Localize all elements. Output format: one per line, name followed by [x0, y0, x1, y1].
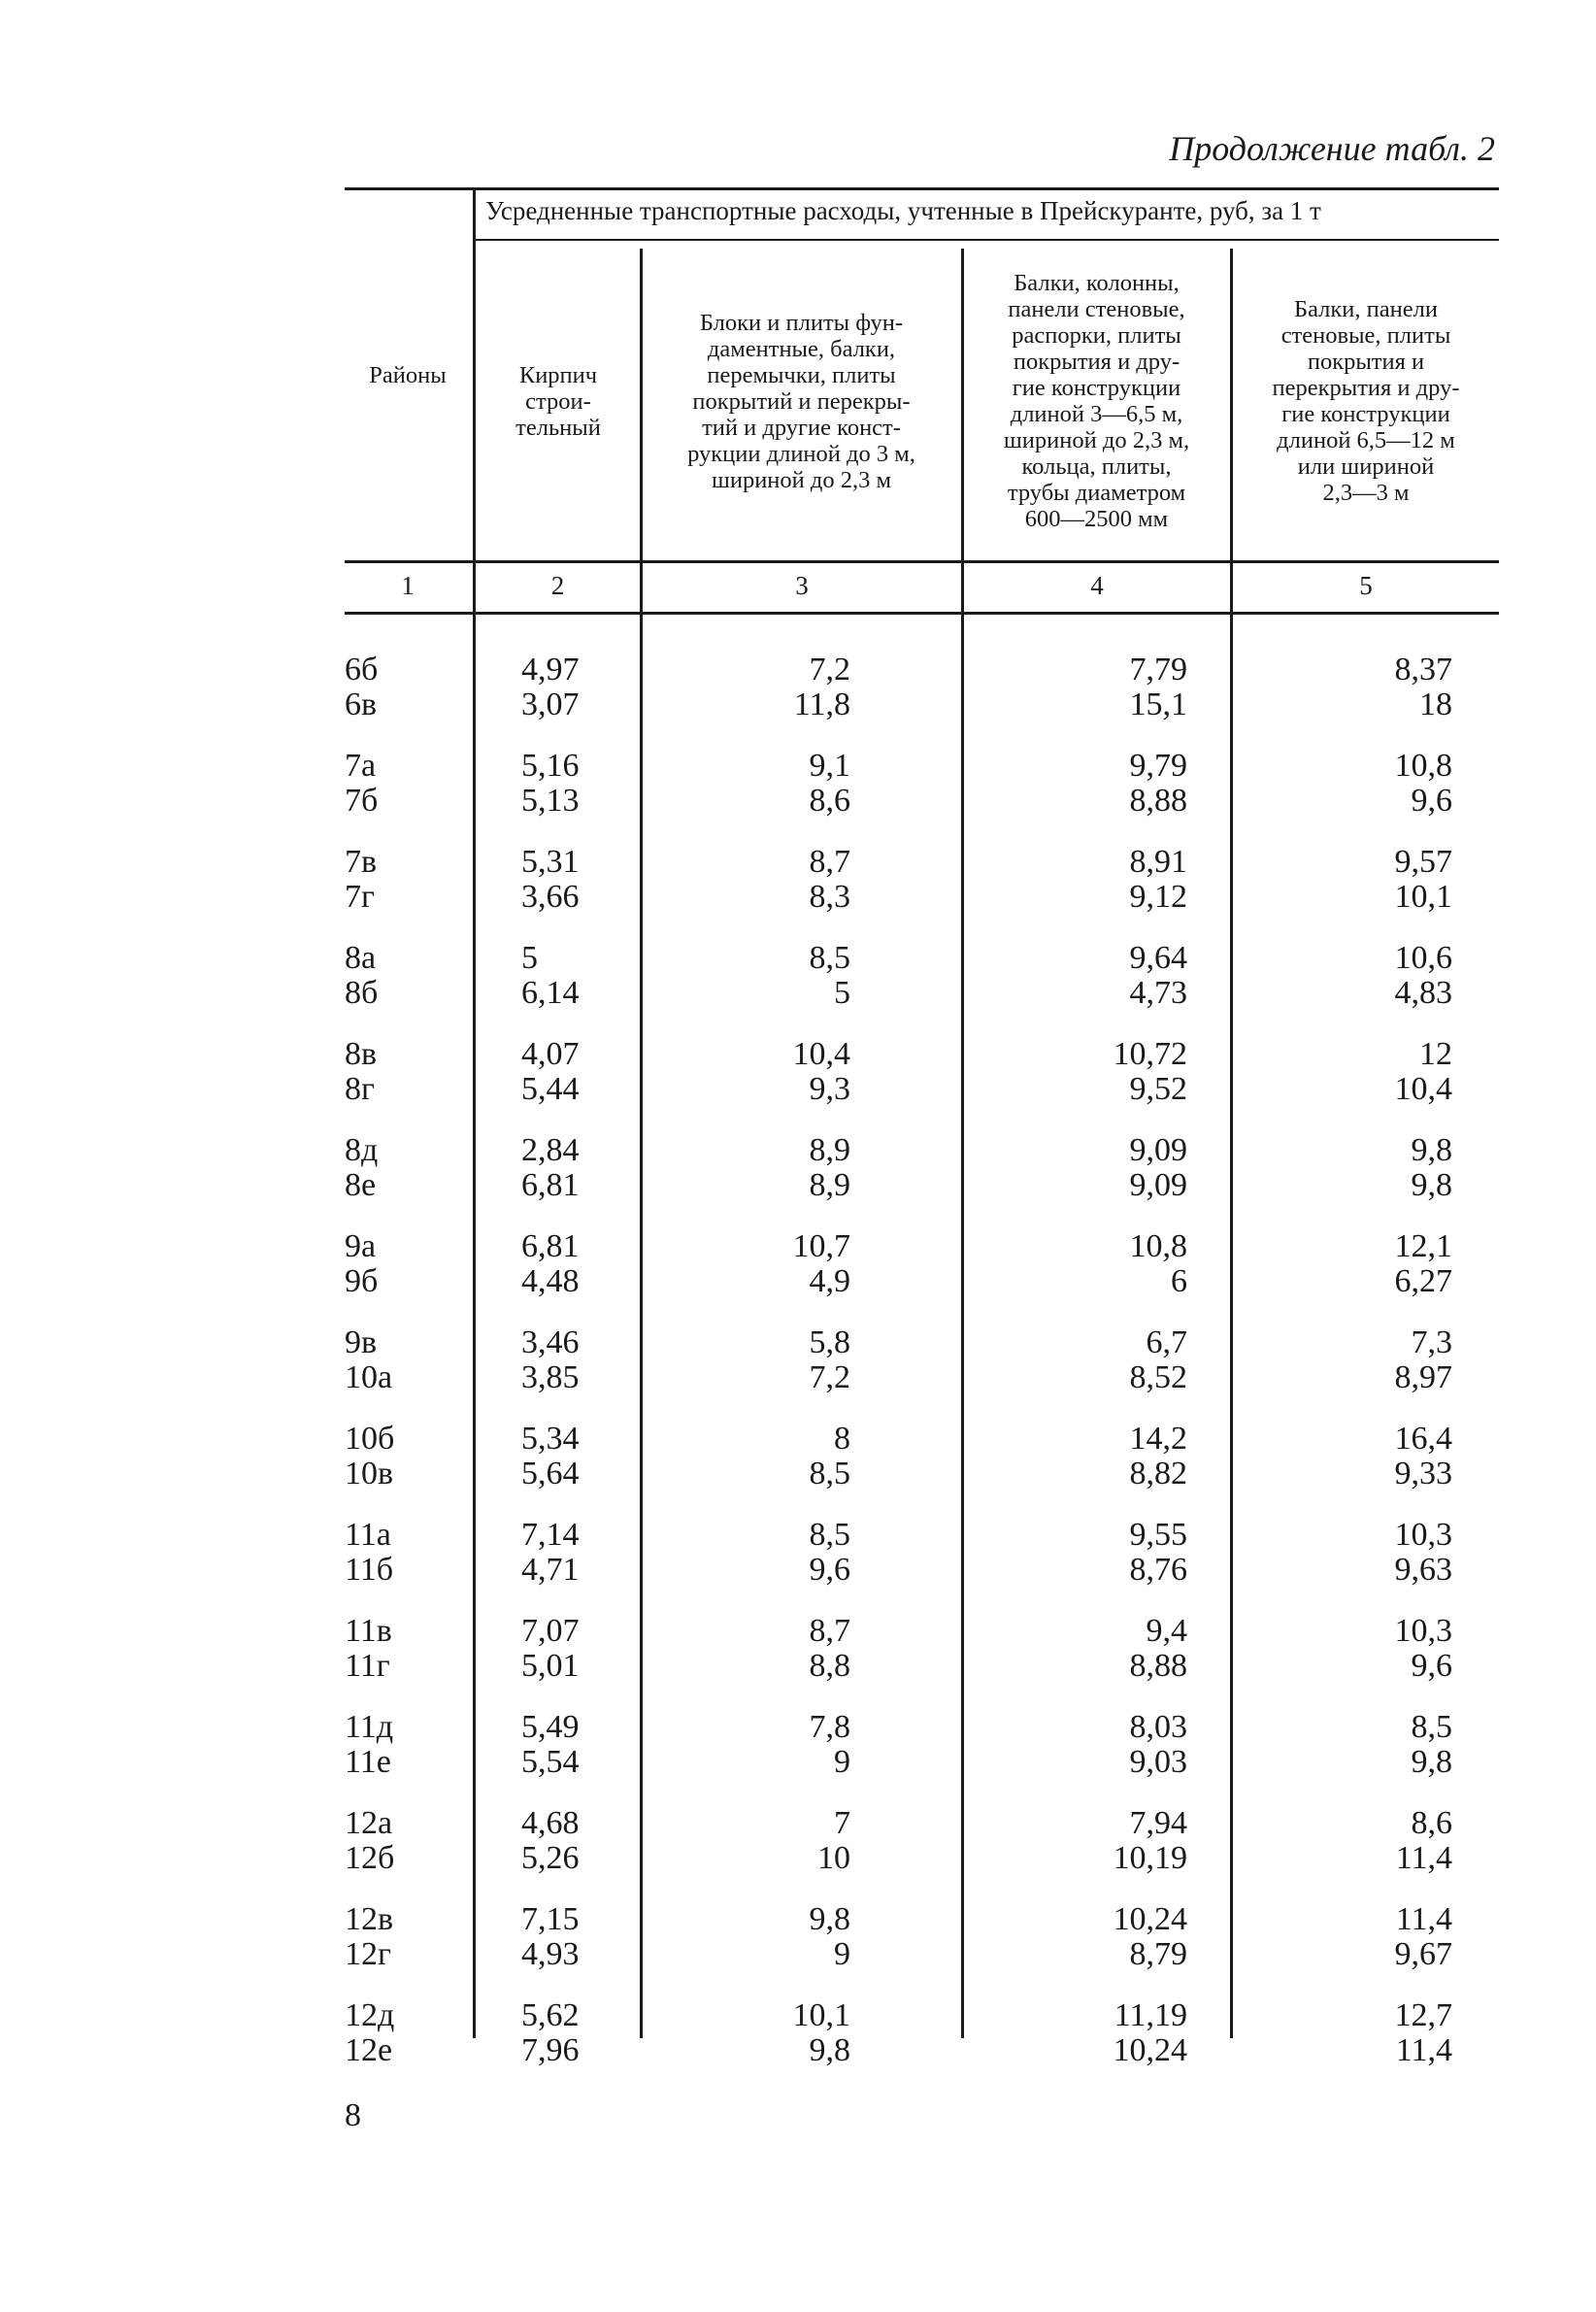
cell-brick: 3,46: [521, 1324, 580, 1360]
cell-region: 7б: [345, 783, 379, 819]
cell-col5: 7,3: [1411, 1324, 1452, 1360]
header-group-title: Усредненные транспортные расходы, учтенные в Прейскуранте, руб, за 1 т: [485, 196, 1321, 225]
cell-col3: 10,1: [792, 1997, 850, 2033]
cell-region: 10а: [345, 1359, 393, 1395]
cell-brick: 3,07: [521, 687, 580, 722]
cell-col3: 7,2: [809, 1359, 850, 1395]
cell-region: 12е: [345, 2032, 393, 2068]
row-pair: [0, 941, 1596, 1011]
column-number-5: 5: [1359, 571, 1373, 600]
row-pair: [0, 1037, 1596, 1107]
header-col3-line: шириной до 2,3 м: [711, 466, 891, 493]
cell-region: 11г: [345, 1648, 390, 1684]
cell-brick: 7,14: [521, 1517, 580, 1553]
cell-brick: 5,16: [521, 748, 580, 784]
cell-col5: 9,67: [1394, 1936, 1452, 1972]
header-col5-line: Балки, панели: [1294, 296, 1438, 322]
cell-col4: 11,19: [1114, 1997, 1187, 2033]
cell-col3: 10,7: [792, 1228, 850, 1264]
table-row: [0, 2033, 1596, 2068]
table-row: [0, 1553, 1596, 1588]
cell-brick: 7,07: [521, 1613, 580, 1649]
header-regions-label: Районы: [369, 361, 447, 388]
header-col5-line: или шириной: [1297, 453, 1435, 480]
header-col4: [964, 243, 1229, 559]
cell-brick: 4,07: [521, 1036, 580, 1072]
cell-col5: 16,4: [1394, 1421, 1452, 1457]
cell-col3: 8,9: [809, 1132, 850, 1168]
cell-col3: 11,8: [793, 687, 850, 722]
cell-brick: 6,81: [521, 1167, 580, 1203]
table-row: [0, 1133, 1596, 1168]
table-row: [0, 1037, 1596, 1072]
row-pair: [0, 1133, 1596, 1203]
cell-col4: 8,88: [1129, 783, 1187, 819]
cell-col4: 9,4: [1146, 1613, 1187, 1649]
column-number-1: 1: [401, 571, 415, 600]
header-col3-line: покрытий и перекры-: [692, 387, 911, 415]
cell-brick: 4,48: [521, 1263, 580, 1299]
cell-col3: 7,8: [809, 1709, 850, 1745]
header-col4-line: 600—2500 мм: [1024, 506, 1169, 532]
cell-region: 6в: [345, 687, 378, 722]
header-col5-line: перекрытия и дру-: [1272, 375, 1460, 401]
column-number-4: 4: [1090, 571, 1104, 600]
table-row: [0, 1998, 1596, 2033]
header-bottom-rule: [345, 560, 1499, 563]
cell-col3: 5,8: [809, 1324, 850, 1360]
cell-brick: 5: [521, 940, 538, 976]
cell-region: 6б: [345, 652, 379, 687]
header-col3-line: перемычки, плиты: [707, 361, 896, 388]
header-col5-line: 2,3—3 м: [1322, 480, 1410, 506]
row-pair: [0, 1614, 1596, 1684]
cell-col4: 9,09: [1129, 1132, 1187, 1168]
table-row: [0, 1422, 1596, 1457]
cell-brick: 5,13: [521, 783, 580, 819]
table-row: [0, 1614, 1596, 1649]
cell-col3: 7: [834, 1805, 850, 1841]
table-row: [0, 1841, 1596, 1876]
table-row: [0, 1325, 1596, 1360]
cell-col4: 8,52: [1129, 1359, 1187, 1395]
table-row: [0, 845, 1596, 880]
cell-col5: 11,4: [1395, 1901, 1452, 1937]
cell-region: 11д: [345, 1709, 394, 1745]
table-row: [0, 1229, 1596, 1264]
cell-col4: 8,91: [1129, 844, 1187, 880]
header-col5-line: покрытия и: [1307, 349, 1425, 375]
cell-col3: 5: [834, 975, 850, 1011]
cell-col3: 4,9: [809, 1263, 850, 1299]
row-pair: [0, 1229, 1596, 1299]
cell-col5: 11,4: [1395, 1840, 1452, 1876]
cell-col5: 9,6: [1411, 1648, 1452, 1684]
cell-region: 7в: [345, 844, 378, 880]
cell-col5: 8,5: [1411, 1709, 1452, 1745]
column-numbers-rule: [345, 612, 1499, 615]
cell-col5: 8,37: [1394, 652, 1452, 687]
cell-brick: 7,96: [521, 2032, 580, 2068]
cell-region: 10в: [345, 1456, 394, 1491]
table-row: [0, 880, 1596, 915]
cell-col4: 15,1: [1129, 687, 1187, 722]
cell-col5: 12: [1419, 1036, 1452, 1072]
cell-col5: 9,33: [1394, 1456, 1452, 1491]
cell-col4: 9,55: [1129, 1517, 1187, 1553]
header-col4-line: распорки, плиты: [1012, 322, 1181, 349]
cell-col4: 9,03: [1129, 1744, 1187, 1780]
cell-brick: 3,66: [521, 879, 580, 915]
cell-brick: 6,81: [521, 1228, 580, 1264]
header-col5-line: стеновые, плиты: [1280, 322, 1451, 349]
cell-region: 9а: [345, 1228, 377, 1264]
row-pair: [0, 749, 1596, 819]
table-row: [0, 1806, 1596, 1841]
cell-col5: 18: [1419, 687, 1452, 722]
cell-region: 8в: [345, 1036, 378, 1072]
cell-brick: 4,97: [521, 652, 580, 687]
cell-col4: 9,09: [1129, 1167, 1187, 1203]
table-row: [0, 1937, 1596, 1972]
cell-region: 8д: [345, 1132, 379, 1168]
cell-col3: 10,4: [792, 1036, 850, 1072]
cell-col5: 10,8: [1394, 748, 1452, 784]
cell-col3: 9,3: [809, 1071, 850, 1107]
cell-col4: 8,88: [1129, 1648, 1187, 1684]
cell-col3: 10: [817, 1840, 850, 1876]
row-pair: [0, 1422, 1596, 1491]
header-col4-line: панели стеновые,: [1008, 296, 1185, 322]
header-col3-line: Блоки и плиты фун-: [699, 309, 904, 336]
row-pair: [0, 1518, 1596, 1588]
cell-region: 12д: [345, 1997, 395, 2033]
cell-brick: 5,62: [521, 1997, 580, 2033]
cell-region: 8е: [345, 1167, 377, 1203]
cell-col4: 9,64: [1129, 940, 1187, 976]
row-pair: [0, 1902, 1596, 1972]
cell-col5: 8,6: [1411, 1805, 1452, 1841]
table-row: [0, 1902, 1596, 1937]
header-col4-line: покрытия и дру-: [1013, 349, 1180, 375]
table-row: [0, 687, 1596, 722]
cell-col5: 10,3: [1394, 1613, 1452, 1649]
header-col4-line: кольца, плиты,: [1021, 453, 1172, 480]
header-col2-line: тельный: [515, 414, 601, 441]
header-col3-line: даментные, балки,: [707, 335, 896, 362]
header-col3-line: рукции длиной до 3 м,: [687, 440, 915, 467]
header-col4-line: шириной до 2,3 м,: [1003, 427, 1190, 453]
cell-col5: 11,4: [1395, 2032, 1452, 2068]
cell-col3: 8,7: [809, 844, 850, 880]
header-col4-line: длиной 3—6,5 м,: [1010, 401, 1183, 427]
table-body: [0, 653, 1596, 2094]
group-title-rule: [475, 239, 1499, 241]
cell-brick: 3,85: [521, 1359, 580, 1395]
cell-region: 12г: [345, 1936, 391, 1972]
cell-region: 8б: [345, 975, 379, 1011]
header-col4-line: трубы диаметром: [1007, 480, 1186, 506]
cell-brick: 4,71: [521, 1552, 580, 1588]
header-col5-line: длиной 6,5—12 м: [1277, 427, 1455, 453]
cell-col4: 10,8: [1129, 1228, 1187, 1264]
header-col2-line: Кирпич: [518, 361, 598, 388]
cell-region: 12а: [345, 1805, 393, 1841]
cell-region: 12в: [345, 1901, 394, 1937]
cell-brick: 5,26: [521, 1840, 580, 1876]
cell-col5: 9,8: [1411, 1167, 1452, 1203]
cell-col3: 8,8: [809, 1648, 850, 1684]
header-col3: [643, 243, 960, 559]
cell-col4: 8,03: [1129, 1709, 1187, 1745]
cell-col4: 10,72: [1113, 1036, 1187, 1072]
header-col4-line: гие конструкции: [1012, 375, 1181, 401]
column-number-3: 3: [795, 571, 809, 600]
cell-col4: 14,2: [1129, 1421, 1187, 1457]
cell-col5: 12,1: [1394, 1228, 1452, 1264]
cell-region: 11в: [345, 1613, 392, 1649]
cell-col4: 4,73: [1129, 975, 1187, 1011]
cell-col4: 8,79: [1129, 1936, 1187, 1972]
cell-col3: 8,9: [809, 1167, 850, 1203]
cell-col4: 9,52: [1129, 1071, 1187, 1107]
cell-col4: 8,76: [1129, 1552, 1187, 1588]
row-pair: [0, 1998, 1596, 2068]
table-row: [0, 1710, 1596, 1745]
page-number: 8: [345, 2097, 361, 2133]
cell-region: 11е: [345, 1744, 391, 1780]
cell-brick: 5,49: [521, 1709, 580, 1745]
header-col2: [478, 243, 639, 559]
cell-region: 11а: [345, 1517, 391, 1553]
cell-col5: 4,83: [1394, 975, 1452, 1011]
cell-col3: 8,5: [809, 940, 850, 976]
row-pair: [0, 845, 1596, 915]
cell-brick: 5,64: [521, 1456, 580, 1491]
table-row: [0, 1168, 1596, 1203]
cell-col3: 9: [834, 1744, 850, 1780]
header-col3-line: тий и другие конст-: [702, 414, 901, 441]
cell-brick: 5,44: [521, 1071, 580, 1107]
cell-col5: 10,6: [1394, 940, 1452, 976]
cell-col5: 9,63: [1394, 1552, 1452, 1588]
cell-brick: 6,14: [521, 975, 580, 1011]
table-row: [0, 1457, 1596, 1491]
cell-region: 8г: [345, 1071, 375, 1107]
header-regions: [345, 190, 471, 559]
table-row: [0, 1649, 1596, 1684]
table-row: [0, 976, 1596, 1011]
cell-region: 7г: [345, 879, 375, 915]
cell-col3: 8,3: [809, 879, 850, 915]
cell-brick: 4,93: [521, 1936, 580, 1972]
table-row: [0, 1518, 1596, 1553]
cell-region: 10б: [345, 1421, 395, 1457]
cell-col4: 7,79: [1129, 652, 1187, 687]
cell-brick: 5,34: [521, 1421, 580, 1457]
cell-col4: 9,12: [1129, 879, 1187, 915]
cell-col5: 10,3: [1394, 1517, 1452, 1553]
row-pair: [0, 1710, 1596, 1780]
cell-region: 8а: [345, 940, 377, 976]
row-pair: [0, 1806, 1596, 1876]
cell-brick: 5,54: [521, 1744, 580, 1780]
row-pair: [0, 653, 1596, 722]
cell-col5: 9,57: [1394, 844, 1452, 880]
cell-col3: 8,6: [809, 783, 850, 819]
cell-col4: 10,24: [1113, 1901, 1187, 1937]
cell-brick: 2,84: [521, 1132, 580, 1168]
cell-col3: 8: [834, 1421, 850, 1457]
table-top-rule: [345, 187, 1499, 190]
cell-col5: 6,27: [1394, 1263, 1452, 1299]
cell-col4: 10,24: [1113, 2032, 1187, 2068]
cell-col3: 9,6: [809, 1552, 850, 1588]
cell-region: 9в: [345, 1324, 378, 1360]
cell-brick: 5,01: [521, 1648, 580, 1684]
table-row: [0, 1264, 1596, 1299]
header-col5-line: гие конструкции: [1281, 401, 1450, 427]
table-caption: Продолжение табл. 2: [1169, 129, 1495, 168]
cell-col4: 7,94: [1129, 1805, 1187, 1841]
cell-col5: 10,1: [1394, 879, 1452, 915]
table-row: [0, 653, 1596, 687]
cell-col4: 6: [1171, 1263, 1187, 1299]
cell-region: 7а: [345, 748, 377, 784]
cell-col3: 9,8: [809, 1901, 850, 1937]
cell-col5: 10,4: [1394, 1071, 1452, 1107]
table-row: [0, 1745, 1596, 1780]
header-col5: [1233, 243, 1499, 559]
cell-col4: 9,79: [1129, 748, 1187, 784]
cell-region: 11б: [345, 1552, 394, 1588]
cell-col3: 9,8: [809, 2032, 850, 2068]
column-number-2: 2: [550, 571, 565, 600]
cell-col5: 9,6: [1411, 783, 1452, 819]
table-row: [0, 941, 1596, 976]
cell-region: 9б: [345, 1263, 379, 1299]
cell-col3: 8,7: [809, 1613, 850, 1649]
table-row: [0, 784, 1596, 819]
cell-col3: 8,5: [809, 1456, 850, 1491]
cell-col3: 7,2: [809, 652, 850, 687]
cell-col5: 8,97: [1394, 1359, 1452, 1395]
table-row: [0, 1072, 1596, 1107]
cell-brick: 4,68: [521, 1805, 580, 1841]
cell-col4: 10,19: [1113, 1840, 1187, 1876]
cell-col4: 6,7: [1146, 1324, 1187, 1360]
cell-col3: 9,1: [809, 748, 850, 784]
cell-col5: 9,8: [1411, 1744, 1452, 1780]
cell-col4: 8,82: [1129, 1456, 1187, 1491]
cell-col5: 9,8: [1411, 1132, 1452, 1168]
row-pair: [0, 1325, 1596, 1395]
cell-col3: 8,5: [809, 1517, 850, 1553]
header-col4-line: Балки, колонны,: [1014, 270, 1180, 296]
table-row: [0, 749, 1596, 784]
cell-col5: 12,7: [1394, 1997, 1452, 2033]
cell-region: 12б: [345, 1840, 395, 1876]
cell-col3: 9: [834, 1936, 850, 1972]
table-row: [0, 1360, 1596, 1395]
header-col2-line: строи-: [525, 387, 591, 415]
cell-brick: 5,31: [521, 844, 580, 880]
cell-brick: 7,15: [521, 1901, 580, 1937]
